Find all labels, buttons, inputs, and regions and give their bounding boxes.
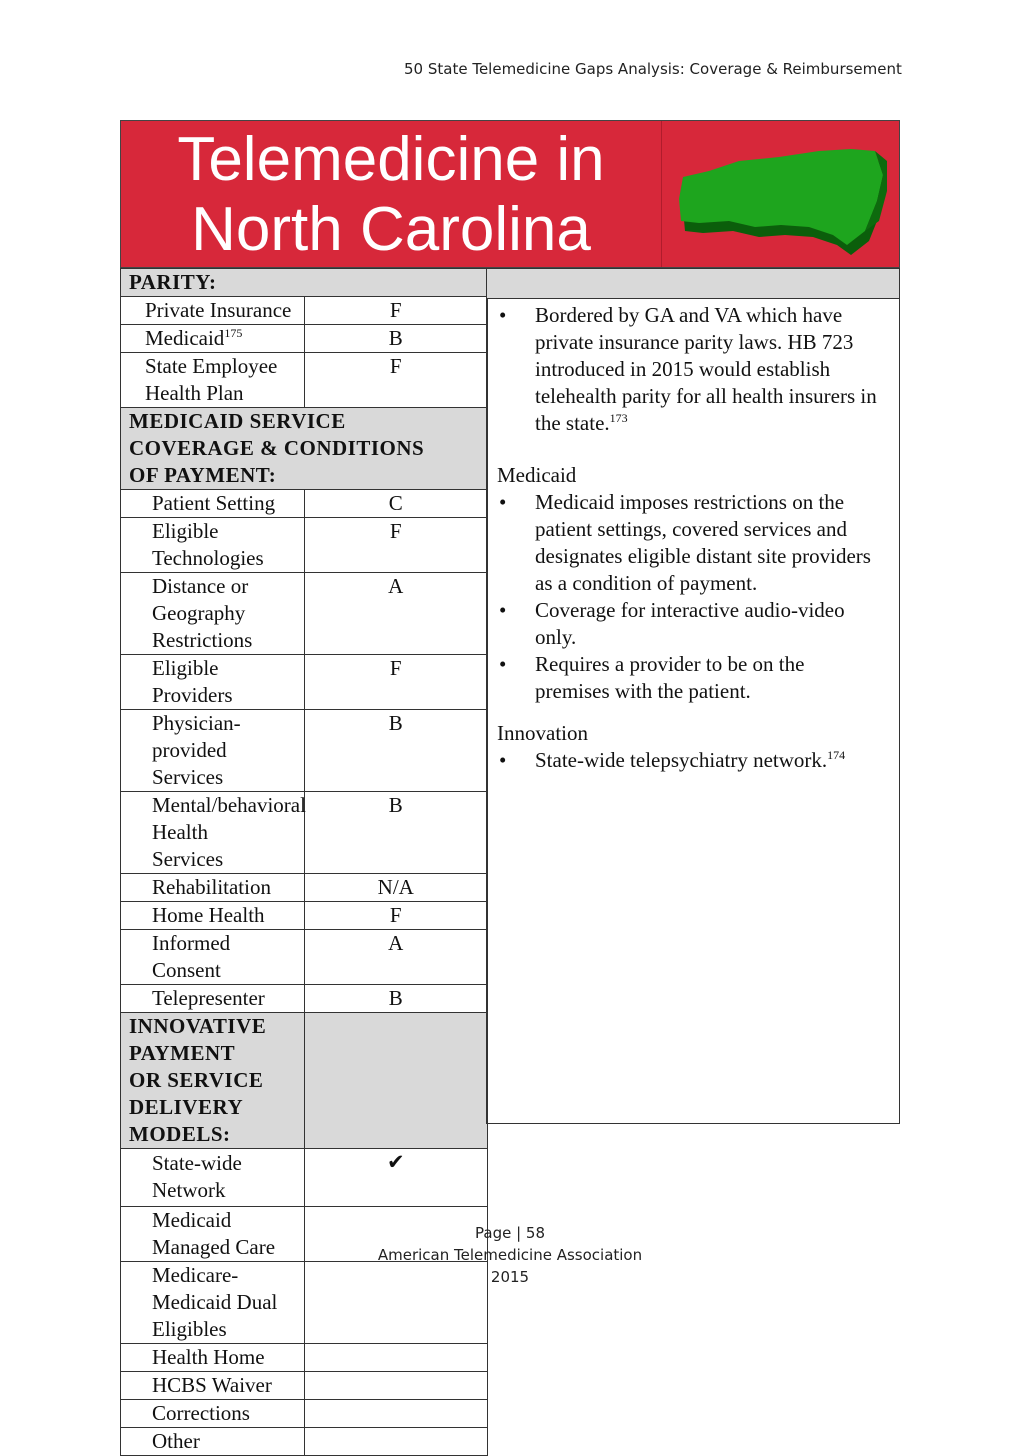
table-row	[121, 1400, 488, 1428]
heading-line: COVERAGE & CONDITIONS	[129, 436, 425, 460]
table-row	[121, 874, 488, 902]
row-label: Rehabilitation	[121, 874, 305, 902]
table-row	[121, 930, 488, 985]
table-row	[121, 655, 488, 710]
heading-line: MODELS:	[129, 1122, 231, 1146]
table-row	[121, 490, 488, 518]
row-label-text: Medicaid	[145, 326, 225, 350]
footnote-ref: 173	[609, 411, 628, 425]
title-banner	[120, 120, 900, 268]
heading-line: MEDICAID SERVICE	[129, 409, 346, 433]
table-row	[121, 792, 488, 874]
section-heading-medicaid	[121, 408, 488, 490]
row-label: HCBS Waiver	[121, 1372, 305, 1400]
table-row	[121, 297, 488, 325]
grade-cell	[304, 1372, 488, 1400]
grade-cell: A	[304, 930, 488, 985]
page-number: Page | 58	[475, 1224, 545, 1242]
row-label: Corrections	[121, 1400, 305, 1428]
grade-cell: F	[304, 297, 488, 325]
innovation-note	[497, 747, 883, 774]
row-label-line: Medicare-Medicaid Dual	[152, 1263, 278, 1314]
row-label	[121, 573, 305, 655]
medicaid-note: • Requires a provider to be on the premises with the patient.	[497, 651, 883, 705]
medicaid-note: • Medicaid imposes restrictions on the patient settings, covered services and designates eligible distant site providers as a condition of payment.	[497, 489, 883, 597]
medicaid-heading	[121, 408, 488, 490]
parity-note	[497, 302, 883, 437]
row-label: Informed Consent	[121, 930, 305, 985]
heading-line: INNOVATIVE PAYMENT	[129, 1014, 267, 1065]
grade-cell: F	[304, 655, 488, 710]
row-label: Eligible Providers	[121, 655, 305, 710]
row-label: Other	[121, 1428, 305, 1456]
table-row	[121, 353, 488, 408]
banner-title	[121, 125, 661, 265]
row-label: Private Insurance	[121, 297, 305, 325]
row-label: Health Home	[121, 1344, 305, 1372]
note-text: State-wide telepsychiatry network.	[535, 748, 828, 772]
grade-cell: F	[304, 902, 488, 930]
table-row	[121, 573, 488, 655]
table-row	[121, 325, 488, 353]
notes-column	[486, 268, 900, 1124]
row-label: State-wide Network	[121, 1149, 305, 1207]
north-carolina-map-icon	[669, 131, 897, 261]
grade-cell: B	[304, 710, 488, 792]
table-row	[121, 1428, 488, 1456]
footer-org: American Telemedicine Association	[377, 1246, 643, 1264]
table-row	[121, 1372, 488, 1400]
footer-year: 2015	[490, 1268, 530, 1286]
table-row	[121, 1149, 488, 1207]
grade-cell: B	[304, 325, 488, 353]
notes-body	[487, 299, 899, 774]
row-label	[121, 325, 305, 353]
medicaid-note: • Coverage for interactive audio-video only.	[497, 597, 883, 651]
heading-line: OR SERVICE DELIVERY	[129, 1068, 264, 1119]
note-text: Bordered by GA and VA which have private insurance parity laws. HB 723 introduced in 2015 would establish telehealth parity for all health insurers in the state.	[535, 303, 877, 435]
grade-cell: N/A	[304, 874, 488, 902]
row-label: Patient Setting	[121, 490, 305, 518]
banner-title-line2: North Carolina	[191, 195, 591, 264]
row-label-line: Services	[152, 847, 224, 871]
row-label-line: Eligibles	[152, 1317, 227, 1341]
heading-line: OF PAYMENT:	[129, 463, 277, 487]
grade-cell: C	[304, 490, 488, 518]
grade-cell: B	[304, 985, 488, 1013]
row-label: Home Health	[121, 902, 305, 930]
row-label-line: Mental/behavioral Health	[152, 793, 306, 844]
row-label-line: Services	[152, 765, 224, 789]
row-label	[121, 710, 305, 792]
grade-cell	[304, 1013, 488, 1149]
table-row	[121, 985, 488, 1013]
table-row	[121, 518, 488, 573]
grade-cell	[304, 1400, 488, 1428]
grade-cell: B	[304, 792, 488, 874]
grade-cell: F	[304, 353, 488, 408]
row-label	[121, 792, 305, 874]
innovative-heading	[121, 1013, 305, 1149]
row-label: Eligible Technologies	[121, 518, 305, 573]
section-heading-innovative	[121, 1013, 488, 1149]
grade-cell: F	[304, 518, 488, 573]
row-label: Medicaid Managed Care	[121, 1207, 305, 1262]
table-row	[121, 902, 488, 930]
footnote-ref: 175	[224, 326, 243, 340]
grade-cell: A	[304, 573, 488, 655]
page-footer	[0, 1222, 1020, 1288]
table-row	[121, 710, 488, 792]
row-label-line: Distance or Geography	[152, 574, 249, 625]
medicaid-subheading: Medicaid	[497, 463, 577, 487]
innovation-subheading: Innovation	[497, 721, 588, 745]
banner-divider	[661, 121, 662, 267]
banner-title-line1: Telemedicine in	[177, 125, 605, 194]
section-heading-parity	[121, 269, 488, 297]
running-header: 50 State Telemedicine Gaps Analysis: Coverage & Reimbursement	[404, 60, 902, 78]
table-row	[121, 1344, 488, 1372]
checkmark-icon: ✔	[304, 1149, 488, 1207]
grade-cell	[304, 1344, 488, 1372]
notes-header-cell	[487, 269, 899, 299]
parity-heading: PARITY:	[121, 269, 488, 297]
row-label: State Employee Health Plan	[121, 353, 305, 408]
grade-cell	[304, 1428, 488, 1456]
row-label-line: Restrictions	[152, 628, 253, 652]
row-label: Telepresenter	[121, 985, 305, 1013]
row-label-line: Physician-provided	[152, 711, 241, 762]
footnote-ref: 174	[827, 748, 846, 762]
